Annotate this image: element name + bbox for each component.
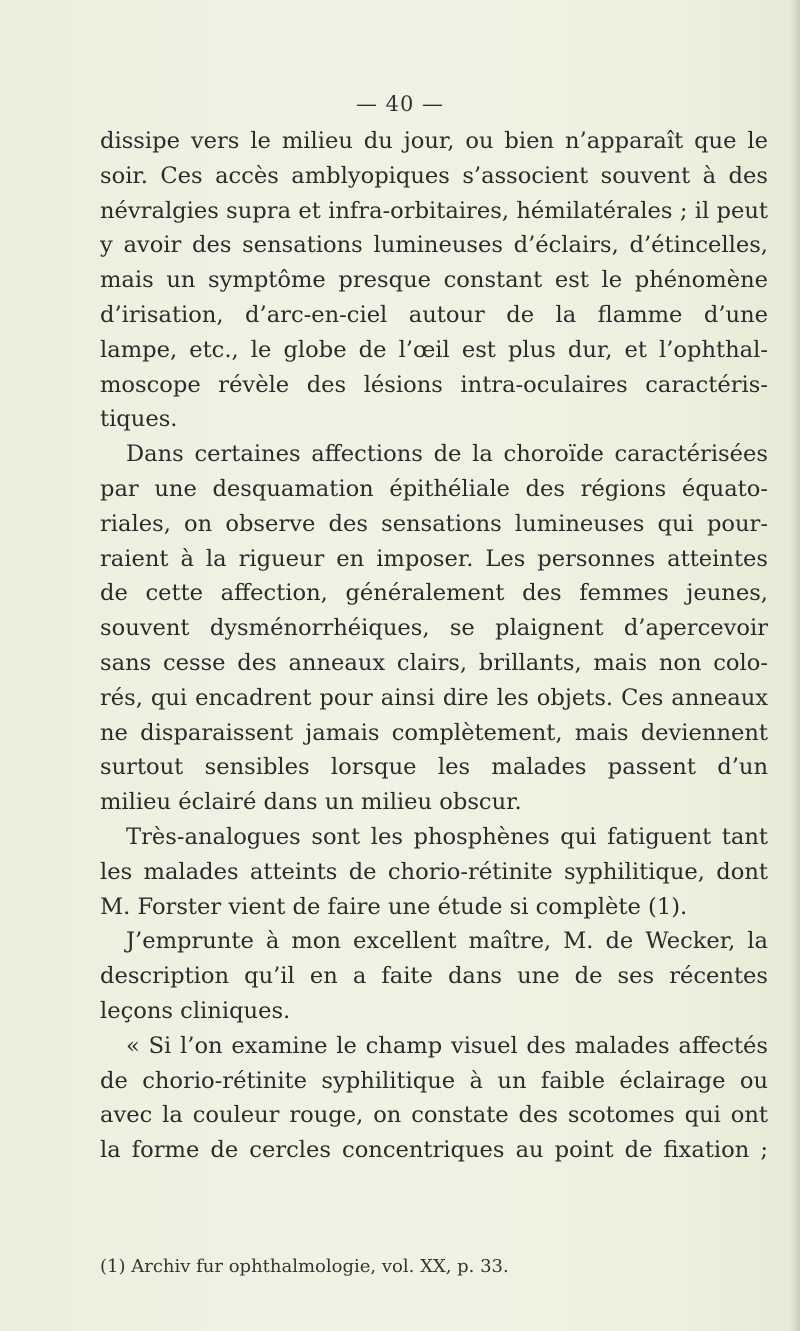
body-text [100,124,768,1168]
text-line: M. Forster vient de faire une étude si complète (1). [100,893,688,920]
text-line: moscope révèle des lésions intra-oculaires caractéris- [100,371,768,398]
page-number: — 40 — [355,92,445,116]
text-line: soir. Ces accès amblyopiques s’associent souvent à des [100,162,768,189]
text-line: raient à la rigueur en imposer. Les personnes atteintes [100,545,768,572]
text-line: par une desquamation épithéliale des régions équato- [100,475,768,502]
text-line: de chorio-rétinite syphilitique à un faible éclairage ou [100,1067,768,1094]
footnote: (1) Archiv fur ophthalmologie, vol. XX, p. 33. [100,1256,509,1277]
text-line: « Si l’on examine le champ visuel des malades affectés [126,1032,768,1059]
page-edge-shadow [790,0,800,1331]
text-line: riales, on observe des sensations lumineuses qui pour- [100,510,768,537]
text-line: leçons cliniques. [100,997,291,1024]
text-line: avec la couleur rouge, on constate des scotomes qui ont [100,1102,768,1129]
text-line: y avoir des sensations lumineuses d’éclairs, d’étincelles, [100,232,768,259]
text-line: sans cesse des anneaux clairs, brillants, mais non colo- [100,649,768,676]
text-line: description qu’il en a faite dans une de ses récentes [100,963,768,990]
text-line: milieu éclairé dans un milieu obscur. [100,789,522,816]
text-line: névralgies supra et infra-orbitaires, hémilatérales ; il peut [100,197,768,224]
text-line: surtout sensibles lorsque les malades passent d’un [100,754,768,781]
text-line: Dans certaines affections de la choroïde caractérisées [126,441,768,468]
text-line: d’irisation, d’arc-en-ciel autour de la flamme d’une [100,301,768,328]
text-line: J’emprunte à mon excellent maître, M. de Wecker, la [126,928,768,955]
text-line: tiques. [100,406,178,433]
text-line: ne disparaissent jamais complètement, mais deviennent [100,719,768,746]
text-line: Très-analogues sont les phosphènes qui fatiguent tant [126,823,768,850]
text-line: la forme de cercles concentriques au point de fixation ; [100,1137,768,1164]
text-line: de cette affection, généralement des femmes jeunes, [100,580,768,607]
text-line: mais un symptôme presque constant est le phénomène [100,267,768,294]
text-line: lampe, etc., le globe de l’œil est plus dur, et l’ophthal- [100,336,768,363]
text-line: les malades atteints de chorio-rétinite syphilitique, dont [100,858,768,885]
text-line: rés, qui encadrent pour ainsi dire les objets. Ces anneaux [100,684,768,711]
text-line: souvent dysménorrhéiques, se plaignent d’apercevoir [100,615,768,642]
text-line: dissipe vers le milieu du jour, ou bien n’apparaît que le [100,128,768,154]
